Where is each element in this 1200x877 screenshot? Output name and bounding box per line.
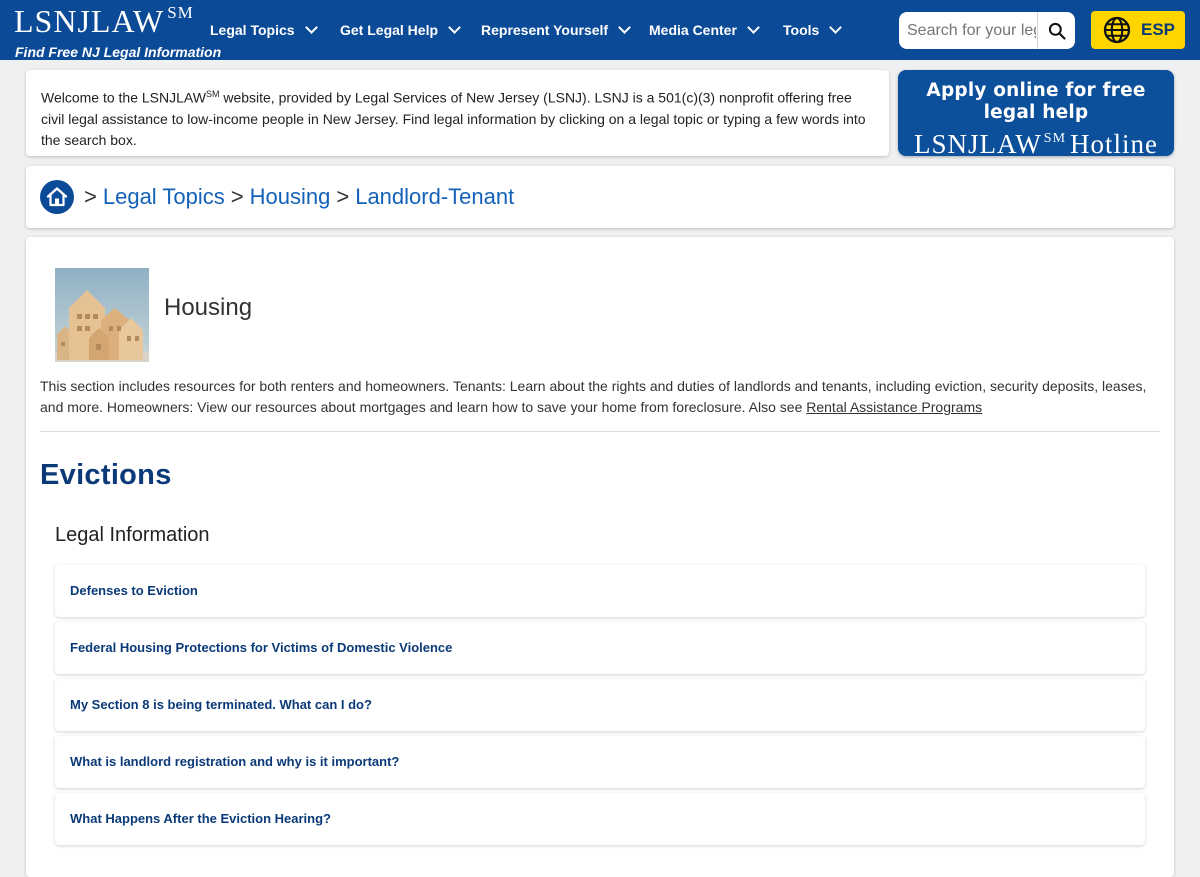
nav-legal-topics[interactable]: [210, 0, 316, 60]
section-heading-evictions: Evictions: [40, 459, 172, 491]
housing-topic-image: [55, 268, 149, 362]
list-item-label: Defenses to Eviction: [70, 583, 198, 598]
list-item-label: What is landlord registration and why is it important?: [70, 754, 400, 769]
site-header: [0, 0, 1200, 60]
list-item[interactable]: [55, 679, 1145, 731]
language-label: ESP: [1141, 20, 1176, 39]
logo-text: LSNJLAW: [14, 3, 165, 39]
site-logo[interactable]: [14, 4, 221, 60]
search-box: [899, 12, 1075, 49]
breadcrumb-separator: >: [336, 184, 350, 209]
nav-get-legal-help[interactable]: [340, 0, 459, 60]
breadcrumb: [40, 180, 514, 214]
logo-service-mark: SM: [167, 3, 194, 22]
nav-tools[interactable]: [783, 0, 840, 60]
nav-represent-yourself[interactable]: [481, 0, 629, 60]
nav-label: Get Legal Help: [340, 22, 439, 38]
breadcrumb-separator: >: [84, 184, 97, 209]
breadcrumb-home-link[interactable]: [40, 180, 74, 214]
nav-label: Media Center: [649, 22, 737, 38]
hotline-service-mark: SM: [1043, 131, 1067, 146]
search-input[interactable]: [899, 12, 1036, 49]
nav-label: Tools: [783, 22, 820, 38]
hotline-banner-link[interactable]: [898, 70, 1174, 159]
chevron-down-icon: [747, 21, 760, 34]
topic-intro: [40, 376, 1160, 418]
topic-intro-text: This section includes resources for both renters and homeowners. Tenants: Learn about the rights and duties of landlords and tenants, including eviction, security deposits, leases, and more. Homeowners: View our resources about mortgages and learn how to save your home from foreclosure. Also see: [40, 378, 1147, 415]
breadcrumb-legal-topics[interactable]: Legal Topics: [102, 184, 225, 209]
welcome-text-part: Welcome to the LSNJLAW: [41, 89, 206, 106]
nav-media-center[interactable]: [649, 0, 758, 60]
breadcrumb-separator: >: [230, 184, 244, 209]
rental-assistance-link[interactable]: Rental Assistance Programs: [806, 399, 983, 415]
topic-title: Housing: [164, 294, 253, 321]
subheading-legal-information: Legal Information: [55, 524, 210, 546]
list-item-label: What Happens After the Eviction Hearing?: [70, 811, 331, 826]
logo-tagline: Find Free NJ Legal Information: [15, 44, 222, 60]
home-icon: [45, 185, 69, 209]
list-item[interactable]: [55, 736, 1145, 788]
welcome-card: [26, 70, 889, 156]
welcome-service-mark: SM: [205, 89, 220, 99]
language-toggle-button[interactable]: [1091, 11, 1185, 49]
chevron-down-icon: [618, 21, 631, 34]
nav-label: Represent Yourself: [481, 22, 609, 38]
breadcrumb-landlord-tenant[interactable]: Landlord-Tenant: [355, 184, 515, 209]
list-item-label: My Section 8 is being terminated. What can I do?: [70, 697, 372, 712]
search-button[interactable]: [1037, 12, 1076, 49]
chevron-down-icon: [448, 21, 461, 34]
hotline-tagline: Apply online for free legal help: [926, 80, 1146, 123]
search-icon: [1047, 21, 1067, 41]
breadcrumb-card: [26, 166, 1174, 228]
list-item[interactable]: [55, 565, 1145, 617]
globe-icon: [1103, 16, 1131, 44]
hotline-brand-name: LSNJLAW: [913, 129, 1042, 159]
breadcrumb-housing[interactable]: Housing: [249, 184, 331, 209]
chevron-down-icon: [305, 21, 318, 34]
divider: [40, 431, 1160, 432]
hotline-brand: [898, 129, 1174, 165]
list-item[interactable]: [55, 622, 1145, 674]
welcome-text-part: website, provided by Legal Services of New Jersey (LSNJ). LSNJ is a 501(c)(3) nonprofit offering free civil legal assistance to low-income people in New Jersey. Find legal information by clicking on a legal topic or typing a few words into the search box.: [41, 89, 866, 148]
hotline-word: Hotline: [1070, 129, 1159, 159]
welcome-text: [41, 84, 871, 151]
list-item-label: Federal Housing Protections for Victims of Domestic Violence: [70, 640, 453, 655]
chevron-down-icon: [829, 21, 842, 34]
list-item[interactable]: [55, 793, 1145, 845]
nav-label: Legal Topics: [210, 22, 295, 38]
